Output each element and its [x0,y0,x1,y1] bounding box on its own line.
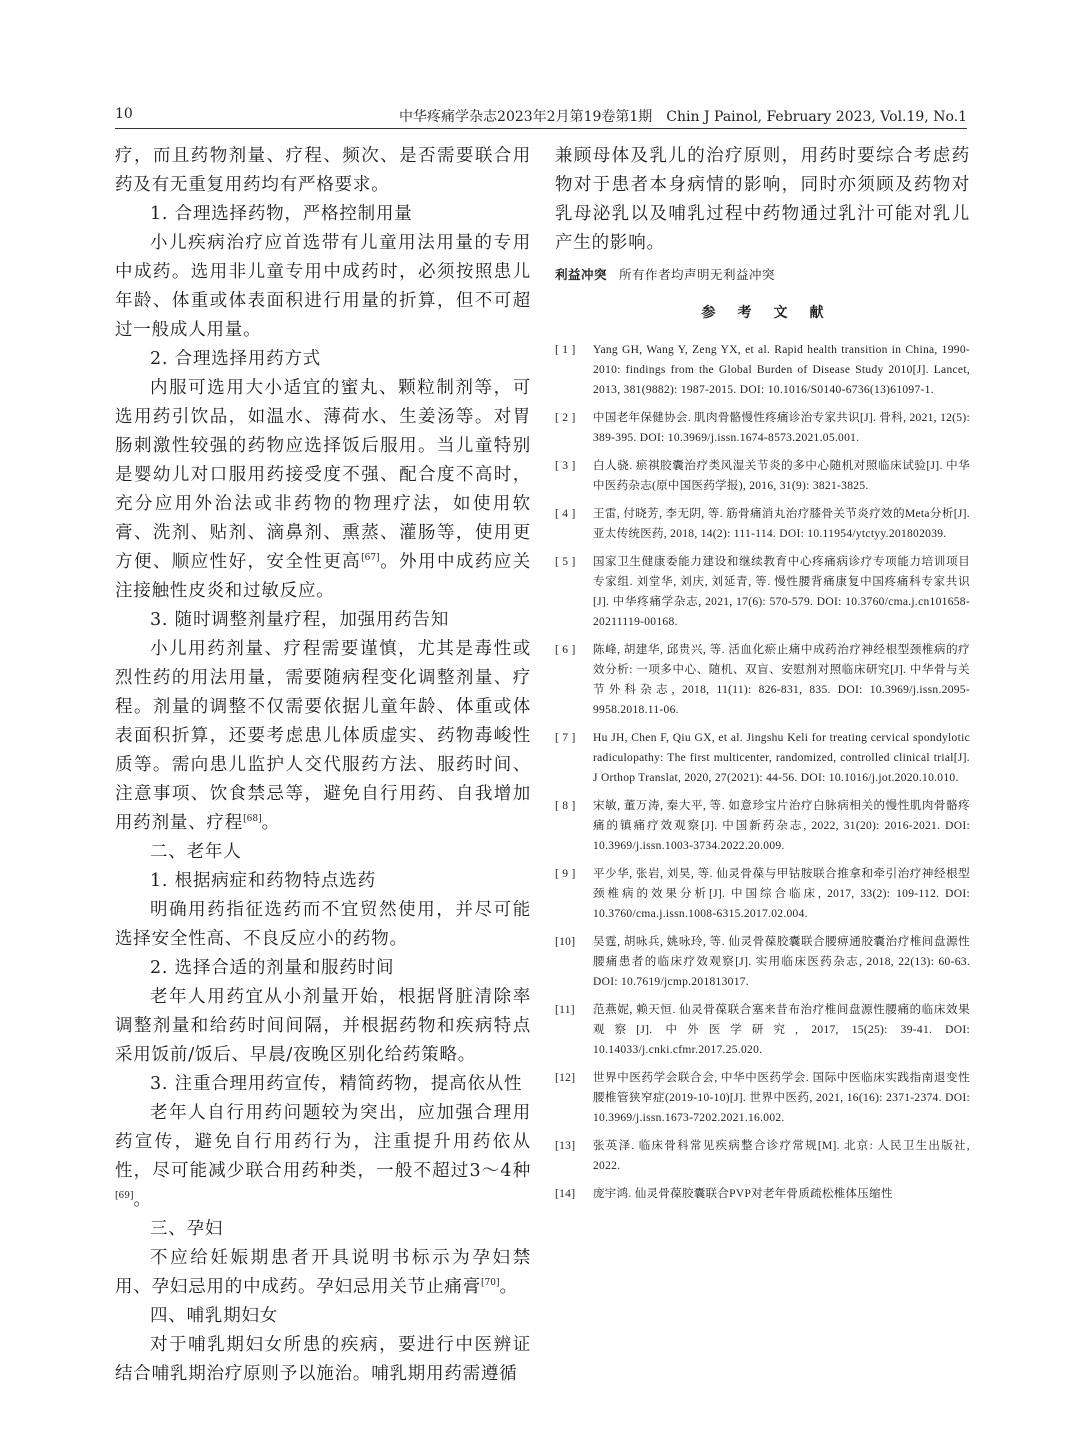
subsection-heading: 2. 合理选择用药方式 [150,349,322,369]
header-rule [115,128,967,129]
references-title: 参考文献 [701,305,846,321]
conflict-text: 所有作者均声明无利益冲突 [619,267,776,282]
reference-item: [10] 吴霆, 胡咏兵, 姚咏玲, 等. 仙灵骨葆胶囊联合腰痹通胶囊治疗椎间盘源性腰痛患者的临床疗效观察[J]. 实用临床医药杂志, 2018, 22(13): 60-63. DOI: 10.7619/jcmp.201813017. [555,936,970,988]
citation: [69] [115,1191,134,1201]
paragraph: 小儿疾病治疗应首选带有儿童用法用量的专用中成药。选用非儿童专用中成药时，必须按照患儿年龄、体重或体表面积进行用量的折算，但不可超过一般成人用量。 [115,233,531,340]
reference-item: [11] 范燕妮, 赖天恒. 仙灵骨葆联合塞来昔布治疗椎间盘源性腰痛的临床效果观察[J]. 中外医学研究, 2017, 15(25): 39-41. DOI: 10.14033/j.cnki.cfmr.2017.25.020. [555,1004,970,1056]
left-column [115,142,531,1389]
citation: [70] [481,1278,500,1288]
running-header [115,104,967,126]
paragraph: 明确用药指征选药而不宜贸然使用，并尽可能选择安全性高、不良反应小的药物。 [115,900,531,949]
paragraph: 兼顾母体及乳儿的治疗原则，用药时要综合考虑药物对于患者本身病情的影响，同时亦须顾及药物对乳母泌乳以及哺乳过程中药物通过乳汁可能对乳儿产生的影响。 [555,146,970,253]
reference-item: [13] 张英泽. 临床骨科常见疾病整合诊疗常规[M]. 北京: 人民卫生出版社, 2022. [555,1140,970,1172]
reference-item: [ 6 ] 陈峰, 胡建华, 邱贵兴, 等. 活血化瘀止痛中成药治疗神经根型颈椎病的疗效分析: 一项多中心、随机、双盲、安慰剂对照临床研究[J]. 中华骨与关节外科杂志, 2018, 11(11): 826-831, 835. DOI: 10.3969/j.issn.2095-9958.2018.11-06. [555,644,970,716]
reference-list [555,340,970,1204]
reference-item: [14] 庞宇鸿. 仙灵骨葆胶囊联合PVP对老年骨质疏松椎体压缩性 [555,1188,893,1200]
paragraph: 小儿用药剂量、疗程需要谨慎，尤其是毒性或烈性药的用法用量，需要随病程变化调整剂量、疗程。剂量的调整不仅需要依据儿童年龄、体重或体表面积折算，还要考虑患儿体质虚实、药物毒峻性质等。需向患儿监护人交代服药方法、服药时间、注意事项、饮食禁忌等，避免自行用药、自我增加用药剂量、疗程[68]。 [115,639,531,833]
subsection-heading: 1. 合理选择药物，严格控制用量 [150,204,413,224]
paragraph: 不应给妊娠期患者开具说明书标示为孕妇禁用、孕妇忌用的中成药。孕妇忌用关节止痛膏[70]。 [115,1248,531,1297]
right-column [555,142,970,1212]
section-heading: 四、哺乳期妇女 [150,1306,279,1326]
subsection-heading: 3. 注重合理用药宣传，精简药物，提高依从性 [150,1074,523,1094]
reference-item: [ 7 ] Hu JH, Chen F, Qiu GX, et al. Jingshu Keli for treating cervical spondylotic radiculopathy: The first multicenter, randomized, controlled clinical trial[J]. J Orthop Translat, 2020, 27(2021): 44-56. DOI: 10.1016/j.jot.2020.10.010. [555,732,970,784]
paragraph: 疗，而且药物剂量、疗程、频次、是否需要联合用药及有无重复用药均有严格要求。 [115,146,531,195]
conflict-label: 利益冲突 [555,267,608,282]
journal-citation: 中华疼痛学杂志2023年2月第19卷第1期 Chin J Painol, February 2023, Vol.19, No.1 [399,109,967,125]
subsection-heading: 3. 随时调整剂量疗程，加强用药告知 [150,610,450,630]
paragraph: 老年人自行用药问题较为突出，应加强合理用药宣传，避免自行用药行为，注重提升用药依从性，尽可能减少联合用药种类，一般不超过3～4种[69]。 [115,1103,531,1210]
section-heading: 三、孕妇 [150,1219,224,1239]
reference-item: [ 5 ] 国家卫生健康委能力建设和继续教育中心疼痛病诊疗专项能力培训项目专家组. 刘堂华, 刘庆, 刘延青, 等. 慢性腰背痛康复中国疼痛科专家共识[J]. 中华疼痛学杂志, 2021, 17(6): 570-579. DOI: 10.3760/cma.j.cn101658-20211119-00168. [555,556,970,628]
citation: [68] [243,814,262,824]
reference-item: [ 3 ] 白人骁. 瘀祺胶囊治疗类风湿关节炎的多中心随机对照临床试验[J]. 中华中医药杂志(原中国医药学报), 2016, 31(9): 3821-3825. [555,460,970,492]
paragraph: 对于哺乳期妇女所患的疾病，要进行中医辨证结合哺乳期治疗原则予以施治。哺乳期用药需遵循 [115,1335,531,1384]
section-heading: 二、老年人 [150,842,242,862]
reference-item: [12] 世界中医药学会联合会, 中华中医药学会. 国际中医临床实践指南退变性腰椎管狭窄症(2019-10-10)[J]. 世界中医药, 2021, 16(16): 2371-2374. DOI: 10.3969/j.issn.1673-7202.2021.16.002. [555,1072,970,1124]
paragraph: 内服可选用大小适宜的蜜丸、颗粒制剂等，可选用药引饮品，如温水、薄荷水、生姜汤等。对胃肠刺激性较强的药物应选择饭后服用。当儿童特别是婴幼儿对口服用药接受度不强、配合度不高时，充分应用外治法或非药物的物理疗法，如使用软膏、洗剂、贴剂、滴鼻剂、熏蒸、灌肠等，使用更方便、顺应性好，安全性更高[67]。外用中成药应关注接触性皮炎和过敏反应。 [115,378,531,601]
reference-item: [ 8 ] 宋敏, 董万涛, 秦大平, 等. 如意珍宝片治疗白脉病相关的慢性肌肉骨骼疼痛的镇痛疗效观察[J]. 中国新药杂志, 2022, 31(20): 2016-2021. DOI: 10.3969/j.issn.1003-3734.2022.20.009. [555,800,970,852]
page-number: 10 [115,106,133,122]
paragraph: 老年人用药宜从小剂量开始，根据肾脏清除率调整剂量和给药时间间隔，并根据药物和疾病特点采用饭前/饭后、早晨/夜晚区别化给药策略。 [115,987,531,1065]
reference-item: [ 1 ] Yang GH, Wang Y, Zeng YX, et al. Rapid health transition in China, 1990-2010: findings from the Global Burden of Disease Study 2010[J]. Lancet, 2013, 381(9882): 1987-2015. DOI: 10.1016/S0140-6736(13)61097-1. [555,344,970,396]
subsection-heading: 1. 根据病症和药物特点选药 [150,871,376,891]
subsection-heading: 2. 选择合适的剂量和服药时间 [150,958,395,978]
conflict-of-interest [555,264,970,286]
reference-item: [ 2 ] 中国老年保健协会. 肌肉骨骼慢性疼痛诊治专家共识[J]. 骨科, 2021, 12(5): 389-395. DOI: 10.3969/j.issn.1674-8573.2021.05.001. [555,412,970,444]
reference-item: [ 4 ] 王雷, 付晓芳, 李无阴, 等. 筋骨痛消丸治疗膝骨关节炎疗效的Meta分析[J]. 亚太传统医药, 2018, 14(2): 111-114. DOI: 10.11954/ytctyy.201802039. [555,508,970,540]
reference-item: [ 9 ] 平少华, 张岩, 刘昊, 等. 仙灵骨葆与甲钴胺联合推拿和牵引治疗神经根型颈椎病的效果分析[J]. 中国综合临床, 2017, 33(2): 109-112. DOI: 10.3760/cma.j.issn.1008-6315.2017.02.004. [555,868,970,920]
citation: [67] [361,553,380,563]
